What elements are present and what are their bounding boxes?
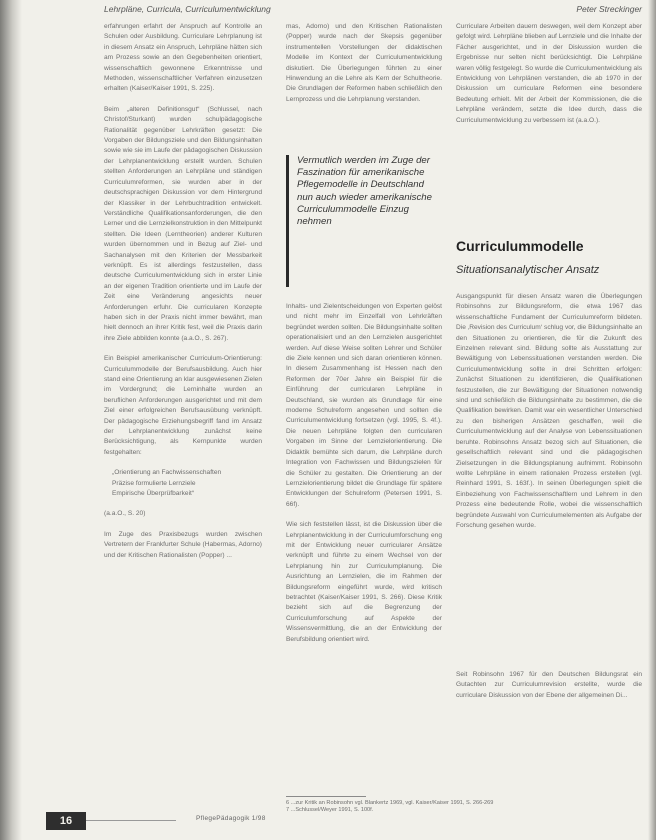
section-subheading: Situationsanalytischer Ansatz [456,264,600,276]
footnote: 6 ...zur Kritik an Robinsohn vgl. Blankertz 1969, vgl. Kaiser/Kaiser 1991, S. 266-269 [286,800,494,806]
running-head-left: Lehrpläne, Curricula, Curriculumentwicklung [104,4,271,14]
pull-quote [286,155,442,287]
paragraph: Ein Beispiel amerikanischer Curriculum-Orientierung: Curriculummodelle der Berufsausbildung. Auch hier stand eine Orientierung an klar ausgewiesenen Zielen im Vordergrund; die Lerninhalte wurden an beruflichen Anforderungen ausgerichtet und mit dem Ziel einer erfolgreichen Berufsausübung verknüpft. Der pädagogische Erziehungsbegriff fand im Ansatz der Lehrplanentwicklung zunächst keine Berücksichtigung, als Kernpunkte wurden festgehalten: [104,355,262,456]
text-column-2-bottom [286,302,442,792]
list-item: Präzise formulierte Lernziele [112,479,196,487]
paragraph: erfahrungen erfahrt der Anspruch auf Kontrolle an Schulen oder Ausbildung. Curriculare Lehrplanung ist in diesem Ansatz ein Anspruch, Lehrpläne hätten sich am Prozess sowie an den Gegebenheiten orientiert, wissenschaftlich gewonnene Erkenntnisse und Methoden, wissenschaftlicher Verfahren einzusetzen erhalten (Kaiser/Kaiser 1991, S. 225). [104,23,262,93]
binding-shadow [0,0,22,840]
footer-publication: PflegePädagogik 1/98 [196,815,266,822]
pull-quote-text: Vermutlich werden im Zuge der Faszination für amerikanische Pflegemodelle in Deutschland nun auch wieder amerikanische Curriculummodelle Einzug nehmen [297,155,432,228]
page-edge-shadow [648,0,656,840]
citation: (a.a.O., S. 20) [104,510,146,518]
text-column-3-bottom [456,670,642,810]
footnote-rule [286,796,366,797]
paragraph: Im Zuge des Praxisbezugs wurden zwischen Vertretern der Frankfurter Schule (Habermas, Adorno) und der Kritischen Rationalisten (Popper) ... [104,530,262,559]
paragraph: Beim „alteren Definitionsgut“ (Schlussel, nach Christof/Sturkant) wurden schulpädagogische Rationalität gegenüber Lehrkräften gesetzt: Die Vorgaben der Bildungsziele und den Bildungsinhalten sowie wie sie im Laufe der pädagogischen Diskussion der Lehrplanentwicklung erstellt wurden. Schulen stellten Anforderungen an Lehrpläne und ständigen Curriculumreformen, sie wurden aber in der deutschsprachigen Diskussion vor dem Hintergrund der Klassiker in der Lehrbuchtradition entwickelt. Verständliche Qualifikationsanforderungen, die den Lerner und die Lernzielkonstruktion in den Mittelpunkt stellten. Die Ideen (Lerntheorien) anderer Kulturen wurden übernommen und in Bezug auf Ziel- und Sachanalysen mit den Kriterien der Messbarkeit verknüpft. Es ist allerdings festzustellen, dass deutsche Curriculumentwicklung sich in erster Linie an der eigenen Tradition orientierte und im Laufe der Zeit eine Veränderung angesichts neuer Anforderungen erfuhr. Die curricularen Konzepte haben sich in der Praxis nicht immer bewährt, man hielt dennoch an ihrer Kritik fest, weil die Praxis darin ihre Ziele abbilden konnte (a.a.O., S. 267). [104,105,262,342]
text-column-2-top [286,22,442,142]
text-column-3-middle [456,292,642,662]
text-column-3-top [456,22,642,192]
paragraph: mas, Adorno) und den Kritischen Rationalisten (Popper) wurde nach der Skepsis gegenüber instrumentellen Vorstellungen der didaktischen Modelle im Kontext der Curriculumentwicklung diskutiert. Die Überlegungen führten zu einer Hinwendung an die Lehre als Kern der Schultheorie. Die Grundlagen der Reformen haben schließlich den Lernprozess und die Lehrplanung verstanden. [286,23,442,103]
bullet-list [104,468,262,499]
page-number: 16 [46,812,86,830]
footnotes [286,800,616,815]
section-heading: Curriculummodelle [456,238,584,254]
paragraph: Wie sich feststellen lässt, ist die Diskussion über die Lehrplanentwicklung in der Curriculumforschung eng mit der Entwicklung neuer curricularer Ansätze verknüpft und führte zu einem Wechsel von der Lehrplanung hin zur Curriculumplanung. Die Ausrichtung an Lernzielen, die im Rahmen der Bildungsreform eingeführt wurde, wird kritisch betrachtet (Kaiser/Kaiser 1991, S. 266). Diese Kritik bezieht sich auf die Begrenzung der Curriculumforschung auf Aspekte der Wissensvermittlung, die an der Entwicklung der Berufsbildung orientiert wird. [286,521,442,643]
text-column-1 [104,22,262,810]
list-item: „Orientierung an Fachwissenschaften [112,469,222,477]
list-item: Empirische Überprüfbarkeit“ [112,490,195,498]
paragraph: Inhalts- und Zielentscheidungen von Experten gelöst und nicht mehr im Einzelfall von Lehrkräften begründet werden sollten. Die Bildungsinhalte sollten operationalisiert und an den Lernzielen ausgerichtet werden. Auf diese Weise sollten Lehrer und Schüler die Ziele kennen und sich daran orientieren können. In diesem Zusammenhang ist Hessen nach den Reformen der 70er Jahre ein Beispiel für die Einführung der curricularen Lehrpläne in Deutschland, sie wurden als Grundlage für eine moderne Schulreform angesehen und sollten die Curriculumentwicklung fortsetzen (vgl. 1995, S. 4f.). Die neuen Lehrpläne folgten den curricularen Vorgaben im Sinne der Lernzielorientierung. Die Didaktik bemühte sich darum, die Lehrpläne durch Integration von Fachwissen und Bildungszielen für die Schüler zu gestalten. Die Orientierung an der Lernzielorientierung bildet die Grundlage für spätere Entwicklungen der Schulreform (Petersen 1991, S. 66f). [286,303,442,508]
paragraph: Ausgangspunkt für diesen Ansatz waren die Überlegungen Robinsohns zur Bildungsreform, die etwa 1967 das wissenschaftliche Fundament der Curriculumreform bildeten. Die ‚Revision des Curriculum‘ schlug vor, die Bildungsinhalte an den Situationen zu orientieren, die für die Zukunft des Einzelnen relevant sind. Bildung sollte als Ausstattung zur Bewältigung von Lebenssituationen verstanden werden. Die Curriculumentwicklung sollte in drei Schritten erfolgen: Zunächst Situationen zu identifizieren, die Qualifikationen festzustellen, die zur Bewältigung der Situationen notwendig sind und schließlich die Bildungsinhalte zu bestimmen, die die Qualifikation bewirken. Damit war ein wesentlicher Unterschied zu den bisherigen Ansätzen geschaffen, weil die Curriculumentwicklung auf der Analyse von Lebenssituationen beruhte. Robinsohns Ansatz bezog sich auf Situationen, die gesellschaftlich relevant sind und die pädagogischen Zielsetzungen in die Bildungsplanung aufnimmt. Robinsohn wollte Lehrpläne in einem rationalen Prozess erstellen (vgl. Reinhard 1991, S. 163f.). In seinen Überlegungen spielt die Einbeziehung von Fachwissenschaftlern und Lehrern in den Prozess eine bedeutende Rolle, wobei die wissenschaftlich begründete Auswahl von Curriculumelementen als Aufgabe der Forschung gesehen wurde. [456,293,642,529]
footnote: 7 ...Schlussel/Weyer 1991, S. 100f. [286,807,374,814]
running-head-right: Peter Streckinger [576,4,642,14]
paragraph: Curriculare Arbeiten dauern deswegen, weil dem Konzept aber gefolgt wird. Lehrpläne blieben auf Lernziele und die Inhalte der Fächer ausgerichtet, und in der Diskussion wurden die Ergebnisse nur selten nicht berücksichtigt. Die Lehrpläne waren völlig festgelegt. So wurde die Curriculumentwicklung als Entwicklung von Lehrplänen verstanden, die ab 1970 in der Diskussion um curriculare Reformen eine besondere Bedeutung erhielt. Mit der Arbeit der Kommissionen, die die Lehrpläne verändern, setzte die Idee durch, dass die Curriculumentwicklung zu verbessern ist (a.a.O.). [456,23,642,124]
paragraph: Seit Robinsohn 1967 für den Deutschen Bildungsrat ein Gutachten zur Curriculumrevision erstellte, wurde die curriculare Diskussion von der Ebene der allgemeinen Di... [456,671,642,699]
footer-rule [86,820,176,821]
